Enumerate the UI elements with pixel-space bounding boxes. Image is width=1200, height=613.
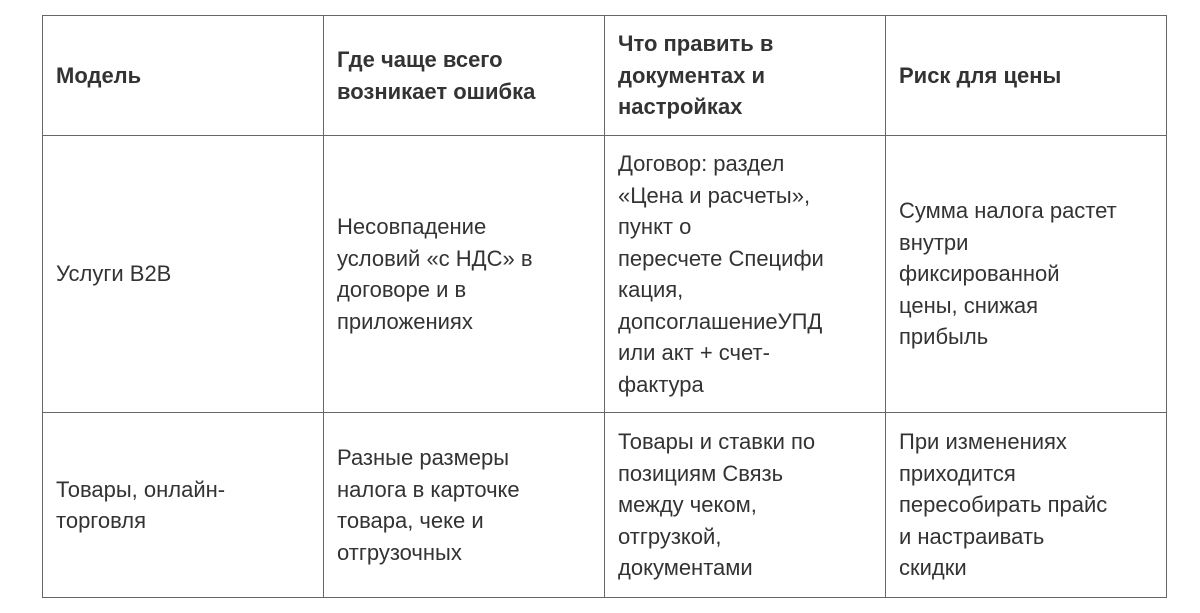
header-model: Модель: [43, 16, 324, 136]
cell-what-to-fix: Товары и ставки по позициям Связь между чеком, отгрузкой, документами: [605, 413, 886, 598]
table-row: [43, 413, 1167, 598]
header-what-to-fix: Что править в документах и настройках: [605, 16, 886, 136]
cell-error-location: Разные размеры налога в карточке товара, чеке и отгрузочных: [324, 413, 605, 598]
cell-model: Услуги B2B: [43, 136, 324, 413]
cell-price-risk: При изменениях приходится пересобирать прайс и настраивать скидки: [886, 413, 1167, 598]
cell-error-location: Несовпадение условий «с НДС» в договоре и в приложениях: [324, 136, 605, 413]
header-error-location: Где чаще всего возникает ошибка: [324, 16, 605, 136]
table-row: [43, 136, 1167, 413]
comparison-table: [42, 15, 1167, 598]
cell-model: Товары, онлайн- торговля: [43, 413, 324, 598]
cell-price-risk: Сумма налога растет внутри фиксированной цены, снижая прибыль: [886, 136, 1167, 413]
header-price-risk: Риск для цены: [886, 16, 1167, 136]
cell-what-to-fix: Договор: раздел «Цена и расчеты», пункт о пересчете Специфи кация, допсоглашениеУПД или акт + счет- фактура: [605, 136, 886, 413]
table-header-row: [43, 16, 1167, 136]
